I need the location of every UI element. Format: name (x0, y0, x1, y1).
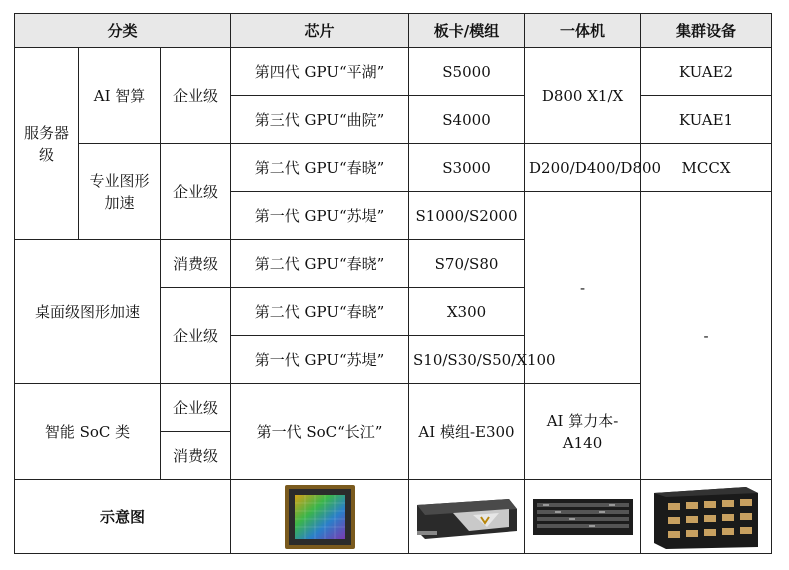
header-row (15, 14, 772, 48)
cluster-cell: MCCX (641, 144, 772, 192)
graphics-card-image (409, 480, 525, 554)
chip-cell: 第一代 GPU“苏堤” (231, 336, 409, 384)
group-desktop: 桌面级图形加速 (15, 240, 161, 384)
level-consumer: 消费级 (161, 240, 231, 288)
board-cell: S10/S30/S50/X100 (409, 336, 525, 384)
board-cell: S3000 (409, 144, 525, 192)
image-row (15, 480, 772, 554)
board-cell: S5000 (409, 48, 525, 96)
product-table (14, 13, 772, 554)
level-consumer: 消费级 (161, 432, 231, 480)
board-cell: S70/S80 (409, 240, 525, 288)
group-server: 服务器级 (15, 48, 79, 240)
level-enterprise: 企业级 (161, 384, 231, 432)
level-enterprise: 企业级 (161, 288, 231, 384)
chip-cell: 第一代 GPU“苏堤” (231, 192, 409, 240)
group-soc: 智能 SoC 类 (15, 384, 161, 480)
board-cell: X300 (409, 288, 525, 336)
chip-cell: 第二代 GPU“春晓” (231, 240, 409, 288)
group-pro-graphics: 专业图形加速 (79, 144, 161, 240)
group-ai: AI 智算 (79, 48, 161, 144)
gpu-chip-image (231, 480, 409, 554)
board-cell: S1000/S2000 (409, 192, 525, 240)
cluster-cell: KUAE1 (641, 96, 772, 144)
header-all-in-one: 一体机 (525, 14, 641, 48)
aio-cell: D800 X1/X (525, 48, 641, 144)
cluster-cell: - (641, 192, 772, 480)
header-chip: 芯片 (231, 14, 409, 48)
aio-cell: AI 算力本-A140 (525, 384, 641, 480)
chip-cell: 第三代 GPU“曲院” (231, 96, 409, 144)
header-board: 板卡/模组 (409, 14, 525, 48)
level-enterprise: 企业级 (161, 144, 231, 240)
chip-cell: 第四代 GPU“平湖” (231, 48, 409, 96)
board-cell: AI 模组-E300 (409, 384, 525, 480)
chip-cell: 第二代 GPU“春晓” (231, 144, 409, 192)
table-row (15, 48, 772, 96)
cluster-cell: KUAE2 (641, 48, 772, 96)
table-row (15, 144, 772, 192)
board-cell: S4000 (409, 96, 525, 144)
header-category: 分类 (15, 14, 231, 48)
product-matrix (14, 13, 772, 554)
rack-server-image (525, 480, 641, 554)
illustration-label: 示意图 (15, 480, 231, 554)
chip-cell: 第二代 GPU“春晓” (231, 288, 409, 336)
cluster-cabinet-image (641, 480, 772, 554)
chip-cell: 第一代 SoC“长江” (231, 384, 409, 480)
level-enterprise: 企业级 (161, 48, 231, 144)
header-cluster: 集群设备 (641, 14, 772, 48)
aio-cell: - (525, 192, 641, 384)
aio-cell: D200/D400/D800 (525, 144, 641, 192)
